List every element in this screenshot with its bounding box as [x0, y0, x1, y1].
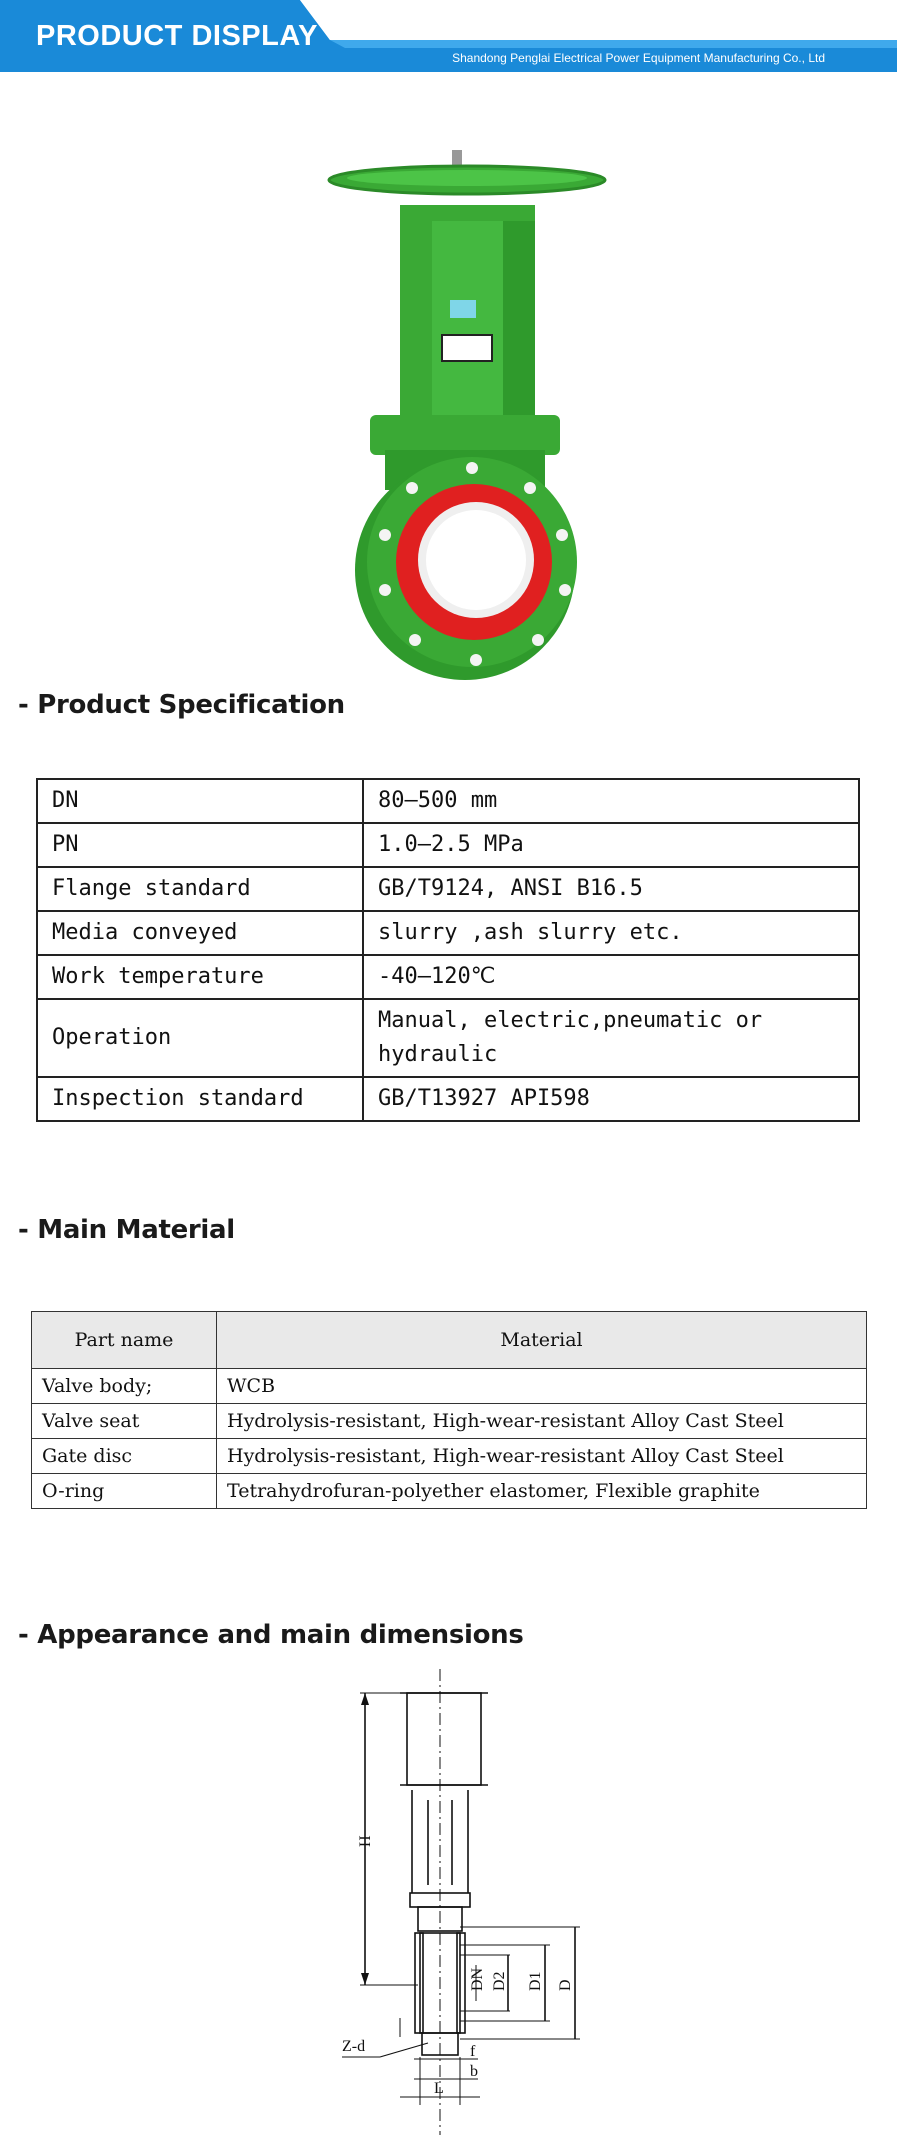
table-row	[37, 823, 859, 867]
label-H: H	[357, 1835, 374, 1847]
part-name: Gate disc	[32, 1439, 217, 1474]
spec-value: -40—120℃	[363, 955, 859, 999]
specification-table	[36, 778, 860, 1122]
material-value: Hydrolysis-resistant, High-wear-resistant Alloy Cast Steel	[217, 1439, 867, 1474]
column-header-material: Material	[217, 1312, 867, 1369]
material-value: Tetrahydrofuran-polyether elastomer, Flexible graphite	[217, 1474, 867, 1509]
table-header-row	[32, 1312, 867, 1369]
column-header-part: Part name	[32, 1312, 217, 1369]
label-D1: D1	[527, 1971, 544, 1991]
part-name: Valve body;	[32, 1369, 217, 1404]
spec-value: GB/T9124, ANSI B16.5	[363, 867, 859, 911]
spec-value: 80—500 mm	[363, 779, 859, 823]
part-name: Valve seat	[32, 1404, 217, 1439]
company-name: Shandong Penglai Electrical Power Equipment Manufacturing Co., Ltd	[452, 51, 825, 65]
page-title: PRODUCT DISPLAY	[36, 20, 318, 52]
material-value: Hydrolysis-resistant, High-wear-resistant Alloy Cast Steel	[217, 1404, 867, 1439]
dimension-drawing	[340, 1665, 620, 2135]
spec-key: Work temperature	[37, 955, 363, 999]
spec-value: GB/T13927 API598	[363, 1077, 859, 1121]
label-D2: D2	[491, 1971, 508, 1991]
section-heading-specification: - Product Specification	[18, 690, 345, 720]
section-heading-material: - Main Material	[18, 1215, 235, 1245]
label-f: f	[470, 2043, 476, 2060]
spec-key: Operation	[37, 999, 363, 1077]
label-b: b	[470, 2063, 478, 2080]
table-row	[37, 867, 859, 911]
table-row	[37, 955, 859, 999]
part-name: O-ring	[32, 1474, 217, 1509]
table-row	[32, 1474, 867, 1509]
spec-value: Manual, electric,pneumatic or hydraulic	[363, 999, 859, 1077]
label-Zd: Z-d	[342, 2038, 366, 2055]
spec-key: Flange standard	[37, 867, 363, 911]
valve-product-image	[300, 150, 620, 690]
material-table	[31, 1311, 867, 1509]
table-row	[32, 1404, 867, 1439]
table-row	[37, 911, 859, 955]
label-L: L	[434, 2080, 444, 2097]
table-row	[37, 779, 859, 823]
spec-key: Inspection standard	[37, 1077, 363, 1121]
spec-key: PN	[37, 823, 363, 867]
spec-key: Media conveyed	[37, 911, 363, 955]
header-banner	[0, 0, 897, 72]
spec-key: DN	[37, 779, 363, 823]
table-row	[32, 1439, 867, 1474]
spec-value: slurry ,ash slurry etc.	[363, 911, 859, 955]
material-value: WCB	[217, 1369, 867, 1404]
section-heading-dimensions: - Appearance and main dimensions	[18, 1620, 524, 1650]
label-D: D	[557, 1979, 574, 1991]
table-row	[32, 1369, 867, 1404]
spec-value: 1.0—2.5 MPa	[363, 823, 859, 867]
table-row	[37, 999, 859, 1077]
table-row	[37, 1077, 859, 1121]
label-DN: DN	[469, 1967, 486, 1991]
